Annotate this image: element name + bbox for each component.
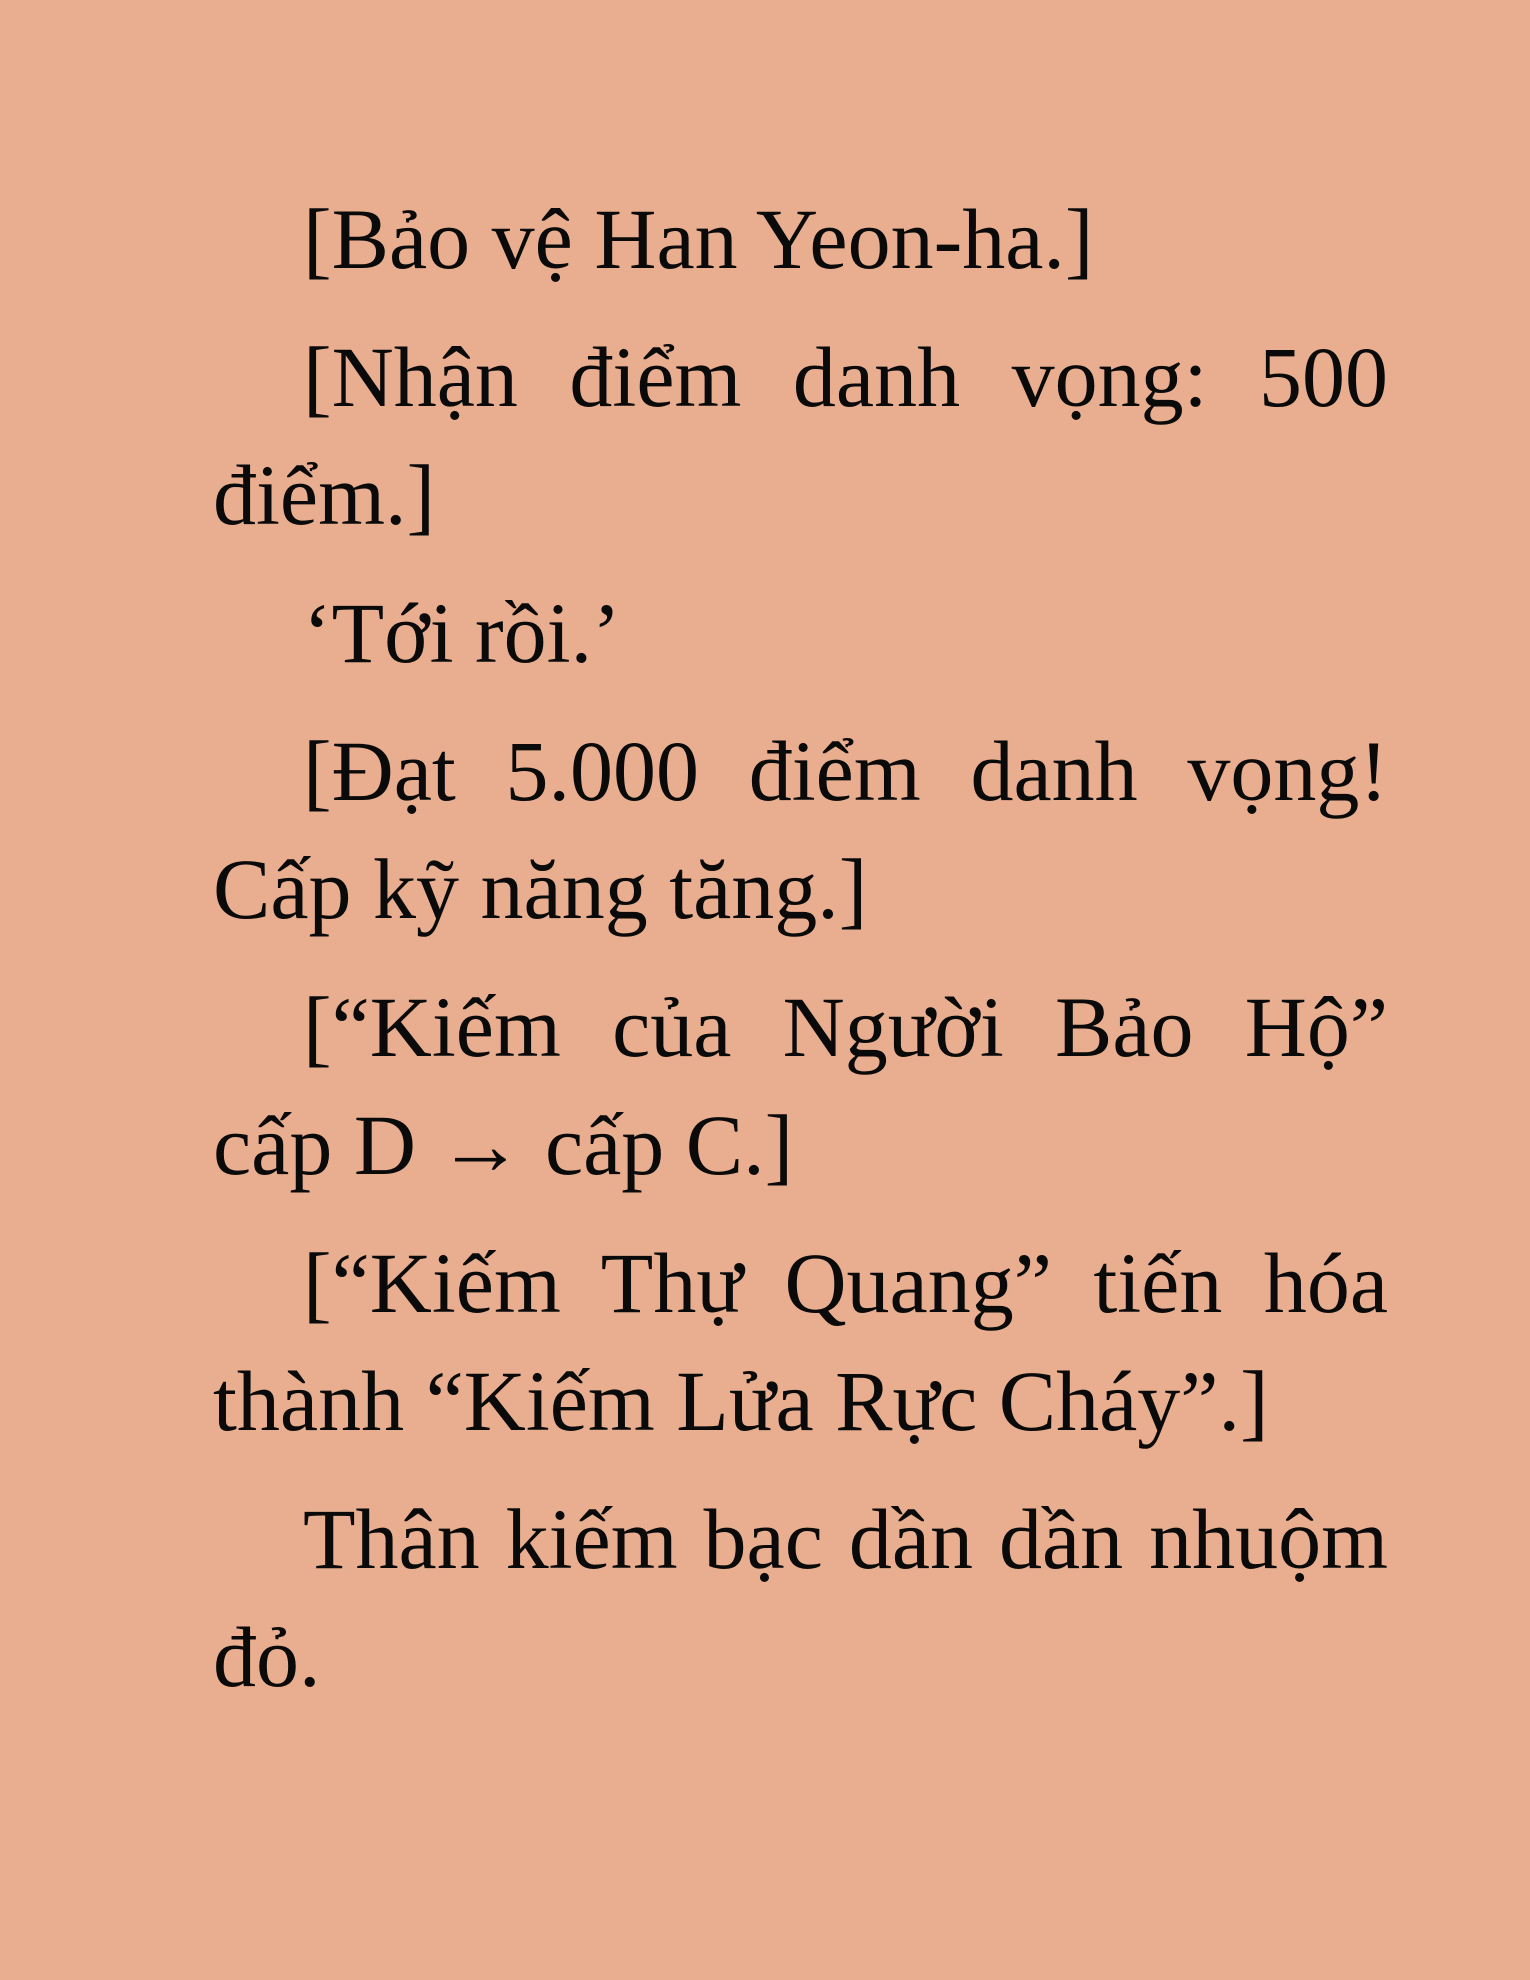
paragraph-sword-evolution: [“Kiếm Thự Quang” tiến hóa thành “Kiếm Lửa Rực Cháy”.] — [213, 1235, 1388, 1449]
paragraph-guardian-sword-rank: [“Kiếm của Người Bảo Hộ” cấp D → cấp C.] — [213, 979, 1388, 1193]
paragraph-reputation-points: [Nhận điểm danh vọng: 500 điểm.] — [213, 329, 1388, 543]
story-text — [213, 180, 1388, 1736]
paragraph-protect-han-yeon-ha: [Bảo vệ Han Yeon-ha.] — [303, 191, 1094, 287]
paragraph-skill-level-up: [Đạt 5.000 điểm danh vọng! Cấp kỹ năng tăng.] — [213, 723, 1388, 937]
paragraph-arrived: ‘Tới rồi.’ — [303, 585, 621, 681]
paragraph-blade-turns-red: Thân kiếm bạc dần dần nhuộm đỏ. — [213, 1491, 1388, 1705]
